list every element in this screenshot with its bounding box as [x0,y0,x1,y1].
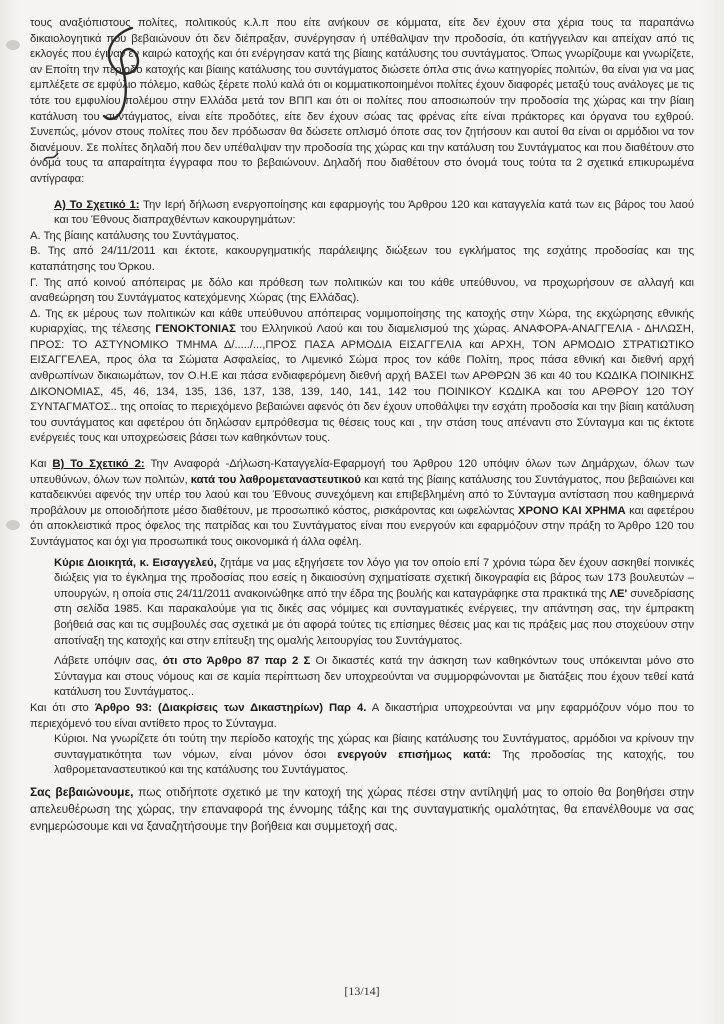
relevant-1-item-d: Δ. Της εκ μέρους των πολιτικών και κάθε υπεύθυνου απόπειρας νομιμοποίησης της κατοχής στην Χώρα, της εκχώρησης εθνικής κυριαρχίας, της τέλεσης ΓΕΝΟΚΤΟΝΙΑΣ του Ελληνικού Λαού και του διαμελισμού της χώρας. ΑΝΑΦΟΡΑ-ΑΝΑΓΓΕΛΙΑ - ΔΗΛΩΣΗ, ΠΡΟΣ: ΤΟ ΑΣΤΥΝΟΜΙΚΟ ΤΜΗΜΑ Δ/...../...,ΠΡΟΣ ΠΑΣΑ ΑΡΜΟΔΙΑ ΕΙΣΑΓΓΕΛΙΑ και ΑΡΧΗ, ΤΟΝ ΑΡΜΟΔΙΟ ΣΤΡΑΤΙΩΤΙΚΟ ΕΙΣΑΓΓΕΛΕΑ, προς όλα τα Σώματα Ασφαλείας, το Λιμενικό Σώμα προς τον κάθε Πολίτη, προς πάσα εθνική και διεθνή αρχή ανθρωπίνων δικαιωμάτων, τον Ο.Η.Ε και πάσα ενδιαφερόμενη διεθνή αρχή ΒΑΣΕΙ των ΑΡΘΡΩΝ 36 και 40 του ΚΩΔΙΚΑ ΠΟΙΝΙΚΗΣ ΔΙΚΟΝΟΜΙΑΣ, 45, 46, 134, 135, 136, 137, 138, 139, 140, 141, 142 του ΠΟΙΝΙΚΟΥ ΚΩΔΙΚΑ και του ΑΡΘΡΟΥ 120 ΤΟΥ ΣΥΝΤΑΓΜΑΤΟΣ.. της οποίας το περιεχόμενο βεβαιώνει αφενός ότι δεν έχουν υποθάλψει την εσχάτη προδοσία και την βίαιη κατάλυση του συντάγματος και αφετέρου ότι δηλώσαν εμπρόθεσμα τις θέσεις τους και , την στάση τους απέναντι στο Σύνταγμα και τις έκτοτε ενέργειές τους και υποχρεώσεις βάσει των καθηκόντων τους. [30,307,695,445]
paragraph-intro: τους αναξιόπιστους πολίτες, πολιτικούς κ.λ.π που είτε ανήκουν σε κόμματα, είτε δεν έχουν στα χέρια τους τα παραπάνω δικαιολογητικά που βεβαιώνουν ότι δεν διέπραξαν, συνέργησαν ή υπέθαλψαν την προδοσία, ότι κατήγγειλαν και απείχαν από τις εκλογές που έγιναν εν καιρώ κατοχής και ότι ενέργησαν κατά της βίαιης κατάλυσης του συντάγματος. Όπως γνωρίζουμε και γνωρίζετε, αν Εποίτη την περίοδο κατοχής και βίαιης κατάλυσης του συντάγματος διώσετε όπλα στις άνω κατηγορίες πολιτών, θα είναι για να μας εμπλέξετε σε εμφύλιο πόλεμο, καθώς ξέρετε πολύ καλά ότι οι κομματικοποιημένοι πολίτες έχουν διαφορές μεταξύ τους ανάλογες με τις τότε του εμφυλίου πολέμου στην Ελλάδα μετά τον ΒΠΠ και ότι οι πολίτες που αποσιωπούν την προδοσία της χώρας και την βίαιη κατάλυση του συντάγματος, είναι είτε προδότες, είτε δεν έχουν σώας τας φρένας είτε είναι πράκτορες και όργανα του εχθρού. Συνεπώς, μόνον στους πολίτες που δεν πρόδωσαν θα δώσετε οπλισμό όποτε σας τον ζητήσουν και αυτοί θα είναι οι αρμόδιοι να τον διανέμουν. Σε πολίτες δηλαδή που δεν υπέθαλψαν την προδοσία της χώρας και την κατάλυση του Συντάγματος και που διαθέτουν στο όνομά τους τα απαραίτητα έγγραφα που το βεβαιώνουν. Δηλαδή που διαθέτουν στο όνομά τους τούτα τα 2 σχετικά επικυρωμένα αντίγραφα: [30,17,694,185]
punch-hole [6,520,20,530]
address-paragraph: Κύριε Διοικητά, κ. Εισαγγελεύ, ζητάμε να μας εξηγήσετε τον λόγο για τον οποίο επί 7 χρόνια τώρα δεν έχουν ασκηθεί ποινικές διώξεις για το έγκλημα της προδοσίας που εσείς η δικαιοσύνη σχηματίσατε σχετική δικογραφία εις βάρος των 173 βουλευτών – υπουργών, η οποία στις 24/11/2011 ανακοινώθηκε από την έδρα της βουλής και καταγράφηκε στα πρακτικά της ΛΕ' συνεδρίασης στη σελίδα 1985. Και παρακαλούμε για τις δικές σας νόμιμες και συνταγματικές ενέργειες, την απάντηση σας, την έμπρακτη βοήθειά σας και τις συμβουλές σας σχετικά με ότι αφορά τούτες τις επίσημες θέσεις μας και τις πράξεις μας που στοχεύουν στην αποτίναξη της κατοχής και στην επίτευξη της ομαλής λειτουργίας του Συντάγματος. [54,556,695,647]
relevant-1-item-a: Α. Της βίαιης κατάλυσης του Συντάγματος. [30,229,240,242]
relevant-2-paragraph: Και Β) Το Σχετικό 2: Την Αναφορά -Δήλωση-Καταγγελία-Εφαρμογή του Άρθρου 120 υπόψιν όλων των Δημάρχων, όλων των υπευθύνων, όλων των πολιτών, κατά του λαθρομεταναστευτικού και κατά της βίαιης κατάλυσης του Συντάγματος, που βεβαιώνει και καταδεικνύει αφενός την υπέρ του λαού και του Έθνους συνεχόμενη και επιβεβλημένη από το Σύνταγμα αντίσταση που καθημερινά προβάλουν με οποιοδήποτε μέσο διαθέτουν, με προσωπικό κόστος, ρισκάροντας και ωφελώντας ΧΡΟΝΟ ΚΑΙ ΧΡΗΜΑ και αφετέρου ότι αποκλειστικά προς όφελος της πατρίδας και του Συντάγματος είναι που ενεργούν και εφαρμόζουν στην πράξη το Άρθρο 120 του Συντάγματος και όχι για προσωπικά τους οικονομικά ή άλλα οφέλη. [30,458,695,548]
page-number: [13/14] [344,984,380,998]
relevant-1-item-b: Β. Της από 24/11/2011 και έκτοτε, κακουργηματικής παράλειψης διώξεων του εγκλήματος της εσχάτης προδοσίας και της καταπάτησης του Όρκου. [30,245,694,273]
closing-paragraph: Σας βεβαιώνουμε, πως οτιδήποτε σχετικό με την κατοχή της χώρας πέσει στην αντίληψή μας το οποίο θα βοηθήσει στην απελευθέρωση της χώρας, την επαναφορά της έννομης τάξης και της συνταγματικής ομαλότητας, θα επανέλθουμε να σας ενημερώσουμε και να ξαναζητήσουμε την βοήθεια και συμμετοχή σας. [30,784,694,833]
article-93-paragraph: Και ότι στο Άρθρο 93: (Διακρίσεις των Δικαστηρίων) Παρ 4. Α δικαστήρια υποχρεούνται να μην εφαρμόζουν νόμο που το περιεχόμενό του είναι αντίθετο προς το Σύνταγμα. [30,701,694,730]
punch-hole [6,40,20,50]
constitutionality-paragraph: Κύριοι. Να γνωρίζετε ότι τούτη την περίοδο κατοχής της χώρας και βίαιης κατάλυσης του Συντάγματος, αρμόδιοι να κρίνουν την συνταγματικότητα των νόμων, είναι μόνον όσοι ενεργούν επισήμως κατά: Της προδοσίας της κατοχής, του λαθρομεταναστευτικού και της κατάλυσης του Συντάγματος. [54,733,695,777]
article-87-paragraph: Λάβετε υπόψιν σας, ότι στο Άρθρο 87 παρ 2 Σ Οι δικαστές κατά την άσκηση των καθηκόντων τους υπόκεινται μόνο στο Σύνταγμα και στους νόμους και σε καμία περίπτωση δεν υποχρεούνται να συμμορφώνονται με διατάξεις που έχουν τεθεί κατά κατάλυση του Συντάγματος.. [54,655,694,699]
relevant-1-heading: Α) Το Σχετικό 1: Την Ιερή δήλωση ενεργοποίησης και εφαρμογής του Άρθρου 120 και καταγγελία κατά των εις βάρος του λαού και του Έθνους διαπραχθέντων κακουργημάτων: [54,198,694,227]
relevant-1-item-c: Γ. Της από κοινού απόπειρας με δόλο και πρόθεση των πολιτικών και του κάθε υπεύθυνου, να προχωρήσουν σε αλλαγή και αναθεώρηση του Συντάγματος κατεχόμενης Χώρας (της Ελλάδας). [30,276,694,305]
